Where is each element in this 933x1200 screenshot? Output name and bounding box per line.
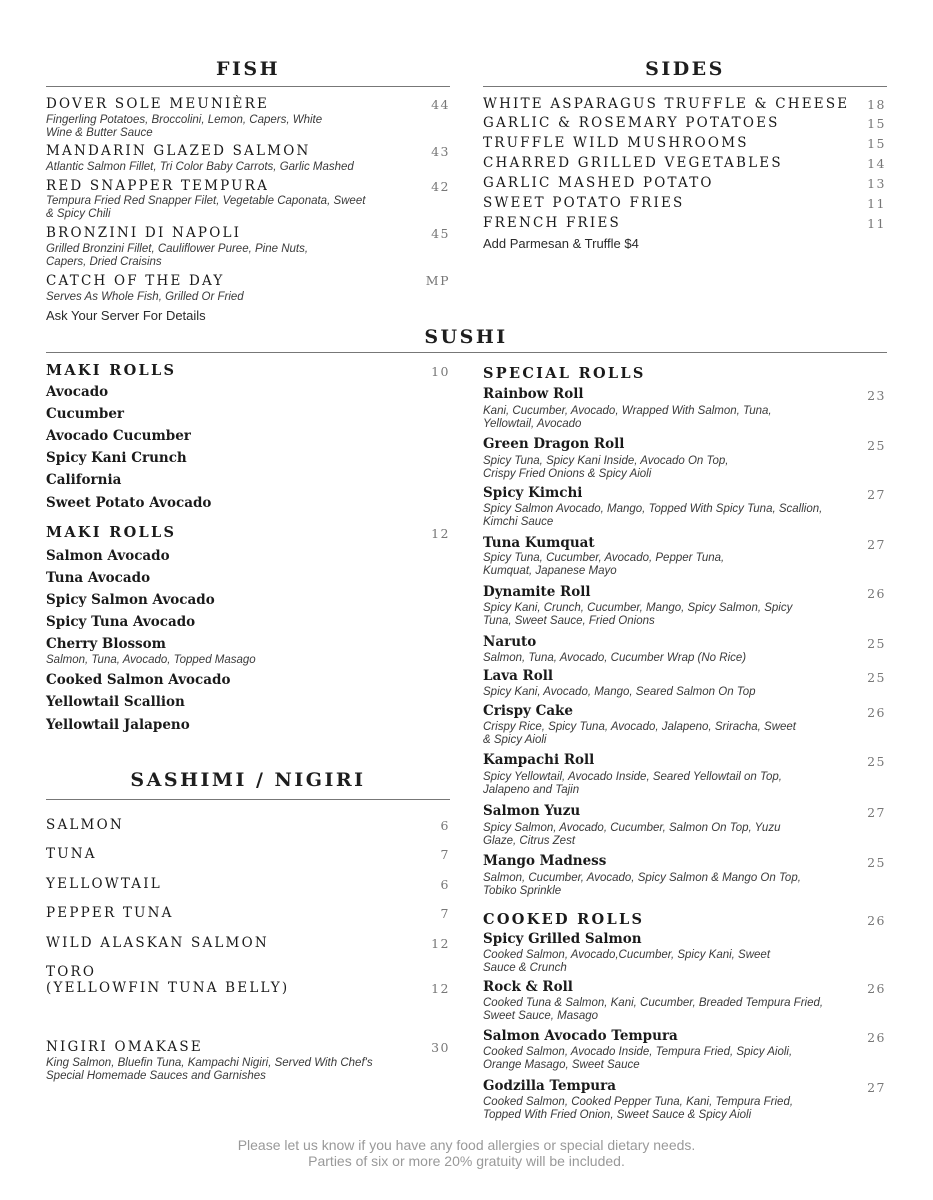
sides-item-name: WHITE ASPARAGUS TRUFFLE & CHEESE [483,96,850,112]
special-roll-name: Mango Madness [483,853,607,869]
sides-item-name: TRUFFLE WILD MUSHROOMS [483,135,749,151]
special-roll-name: Tuna Kumquat [483,535,595,551]
special-roll-desc: Spicy Tuna, Cucumber, Avocado, Pepper Tuna, Kumquat, Japanese Mayo [483,552,725,577]
cherry-blossom-desc: Salmon, Tuna, Avocado, Topped Masago [46,654,256,666]
special-roll-price: 26 [867,586,886,601]
cooked-roll-desc: Cooked Tuna & Salmon, Kani, Cucumber, Breaded Tempura Fried, Sweet Sauce, Masago [483,997,824,1022]
maki-item: Tuna Avocado [46,570,151,586]
sides-note: Add Parmesan & Truffle $4 [483,236,639,251]
toro-name: TORO [46,964,97,980]
sashimi-item-name: SALMON [46,817,124,833]
cooked-roll-name: Rock & Roll [483,979,573,995]
special-roll-desc: Spicy Kani, Avocado, Mango, Seared Salmon On Top [483,686,756,698]
fish-item-price: 42 [431,179,450,194]
fish-item-desc: Grilled Bronzini Fillet, Cauliflower Puree, Pine Nuts, Capers, Dried Craisins [46,243,309,268]
footer-allergy-note: Please let us know if you have any food allergies or special dietary needs. [237,1137,696,1153]
special-roll-name: Naruto [483,634,537,650]
sides-item-price: 14 [867,156,886,171]
sides-item-name: SWEET POTATO FRIES [483,195,685,211]
fish-item-name: CATCH OF THE DAY [46,273,225,289]
cooked-roll-name: Salmon Avocado Tempura [483,1028,678,1044]
sashimi-divider [46,799,450,800]
sashimi-title: SASHIMI / NIGIRI [130,769,366,791]
omakase-desc: King Salmon, Bluefin Tuna, Kampachi Nigiri, Served With Chef's Special Homemade Sauces and Garnishes [46,1057,373,1082]
sashimi-item-price: 6 [440,877,450,892]
special-roll-price: 25 [867,670,886,685]
sides-title: SIDES [645,58,725,80]
sides-item-name: GARLIC & ROSEMARY POTATOES [483,115,780,131]
sashimi-item-name: TUNA [46,846,97,862]
maki-item: Salmon Avocado [46,548,170,564]
special-roll-desc: Spicy Salmon, Avocado, Cucumber, Salmon On Top, Yuzu Glaze, Citrus Zest [483,822,781,847]
special-roll-desc: Salmon, Cucumber, Avocado, Spicy Salmon & Mango On Top, Tobiko Sprinkle [483,872,801,897]
fish-item-desc: Atlantic Salmon Fillet, Tri Color Baby Carrots, Garlic Mashed [46,161,354,173]
maki-rolls-10-price: 10 [431,364,450,379]
sides-divider [483,86,887,87]
special-roll-price: 25 [867,636,886,651]
special-roll-desc: Salmon, Tuna, Avocado, Cucumber Wrap (No Rice) [483,652,747,664]
special-roll-name: Rainbow Roll [483,386,584,402]
special-roll-desc: Crispy Rice, Spicy Tuna, Avocado, Jalapeno, Sriracha, Sweet & Spicy Aioli [483,721,796,746]
maki-item: Spicy Kani Crunch [46,450,187,466]
special-roll-name: Spicy Kimchi [483,485,583,501]
sashimi-item-price: 12 [431,936,450,951]
footer-gratuity-note: Parties of six or more 20% gratuity will be included. [308,1153,625,1169]
sides-item-price: 13 [867,176,886,191]
cooked-roll-price: 26 [867,1030,886,1045]
special-roll-desc: Spicy Yellowtail, Avocado Inside, Seared Yellowtail on Top, Jalapeno and Tajin [483,771,782,796]
maki-item: Yellowtail Scallion [46,694,185,710]
maki-item: Cooked Salmon Avocado [46,672,231,688]
special-roll-name: Kampachi Roll [483,752,595,768]
sides-item-price: 11 [867,216,886,231]
special-roll-price: 27 [867,487,886,502]
special-roll-name: Salmon Yuzu [483,803,581,819]
special-roll-price: 25 [867,855,886,870]
cooked-roll-desc: Cooked Salmon, Avocado Inside, Tempura Fried, Spicy Aioli, Orange Masago, Sweet Sauce [483,1046,793,1071]
special-rolls-title: SPECIAL ROLLS [483,365,646,382]
fish-note: Ask Your Server For Details [46,308,206,323]
fish-item-price: 43 [431,144,450,159]
toro-price: 12 [431,981,450,996]
fish-item-name: RED SNAPPER TEMPURA [46,178,270,194]
cooked-roll-name: Godzilla Tempura [483,1078,616,1094]
special-roll-price: 26 [867,705,886,720]
maki-rolls-12-price: 12 [431,526,450,541]
maki-item: Avocado [46,384,109,400]
sides-item-price: 18 [867,97,886,112]
toro-subname: (YELLOWFIN TUNA BELLY) [46,980,290,996]
maki-rolls-12-title: MAKI ROLLS [46,524,177,541]
sashimi-item-name: YELLOWTAIL [46,876,162,892]
fish-item-price: MP [425,273,450,288]
sides-item-price: 15 [867,116,886,131]
cooked-rolls-title: COOKED ROLLS [483,911,645,928]
cooked-roll-desc: Cooked Salmon, Cooked Pepper Tuna, Kani, Tempura Fried, Topped With Fried Onion, Sweet Sauce & Spicy Aioli [483,1096,794,1121]
sides-item-price: 11 [867,196,886,211]
special-roll-desc: Spicy Kani, Crunch, Cucumber, Mango, Spicy Salmon, Spicy Tuna, Sweet Sauce, Fried Onions [483,602,793,627]
fish-item-price: 44 [431,97,450,112]
sides-item-name: FRENCH FRIES [483,215,621,231]
special-roll-desc: Kani, Cucumber, Avocado, Wrapped With Salmon, Tuna, Yellowtail, Avocado [483,405,772,430]
sides-item-name: CHARRED GRILLED VEGETABLES [483,155,783,171]
special-roll-price: 27 [867,805,886,820]
fish-item-name: BRONZINI DI NAPOLI [46,225,242,241]
sides-item-price: 15 [867,136,886,151]
sushi-divider [46,352,887,353]
sashimi-item-price: 7 [440,906,450,921]
fish-divider [46,86,450,87]
omakase-price: 30 [431,1040,450,1055]
special-roll-name: Dynamite Roll [483,584,591,600]
fish-item-price: 45 [431,226,450,241]
maki-item: California [46,472,122,488]
cooked-rolls-price: 26 [867,913,886,928]
omakase-name: NIGIRI OMAKASE [46,1039,203,1055]
maki-item: Sweet Potato Avocado [46,495,212,511]
fish-item-name: DOVER SOLE MEUNIÈRE [46,96,270,112]
cooked-roll-price: 27 [867,1080,886,1095]
sashimi-item-name: WILD ALASKAN SALMON [46,935,269,951]
cooked-roll-name: Spicy Grilled Salmon [483,931,642,947]
fish-item-desc: Fingerling Potatoes, Broccolini, Lemon, Capers, White Wine & Butter Sauce [46,114,323,139]
maki-item: Avocado Cucumber [46,428,191,444]
maki-item: Yellowtail Jalapeno [46,717,190,733]
fish-item-desc: Serves As Whole Fish, Grilled Or Fried [46,291,244,303]
maki-item: Spicy Salmon Avocado [46,592,215,608]
maki-item: Cherry Blossom [46,636,166,652]
special-roll-desc: Spicy Salmon Avocado, Mango, Topped With Spicy Tuna, Scallion, Kimchi Sauce [483,503,823,528]
maki-rolls-10-title: MAKI ROLLS [46,362,177,379]
special-roll-price: 23 [867,388,886,403]
cooked-roll-desc: Cooked Salmon, Avocado,Cucumber, Spicy Kani, Sweet Sauce & Crunch [483,949,771,974]
sushi-title: SUSHI [424,326,508,348]
maki-item: Spicy Tuna Avocado [46,614,196,630]
maki-item: Cucumber [46,406,125,422]
sashimi-item-name: PEPPER TUNA [46,905,174,921]
special-roll-price: 25 [867,438,886,453]
sashimi-item-price: 6 [440,818,450,833]
sashimi-item-price: 7 [440,847,450,862]
special-roll-name: Lava Roll [483,668,554,684]
sides-item-name: GARLIC MASHED POTATO [483,175,714,191]
special-roll-desc: Spicy Tuna, Spicy Kani Inside, Avocado On Top, Crispy Fried Onions & Spicy Aioli [483,455,729,480]
fish-title: FISH [215,58,281,80]
special-roll-name: Crispy Cake [483,703,574,719]
fish-item-name: MANDARIN GLAZED SALMON [46,143,311,159]
cooked-roll-price: 26 [867,981,886,996]
fish-item-desc: Tempura Fried Red Snapper Filet, Vegetable Caponata, Sweet & Spicy Chili [46,195,366,220]
special-roll-price: 25 [867,754,886,769]
special-roll-price: 27 [867,537,886,552]
special-roll-name: Green Dragon Roll [483,436,625,452]
